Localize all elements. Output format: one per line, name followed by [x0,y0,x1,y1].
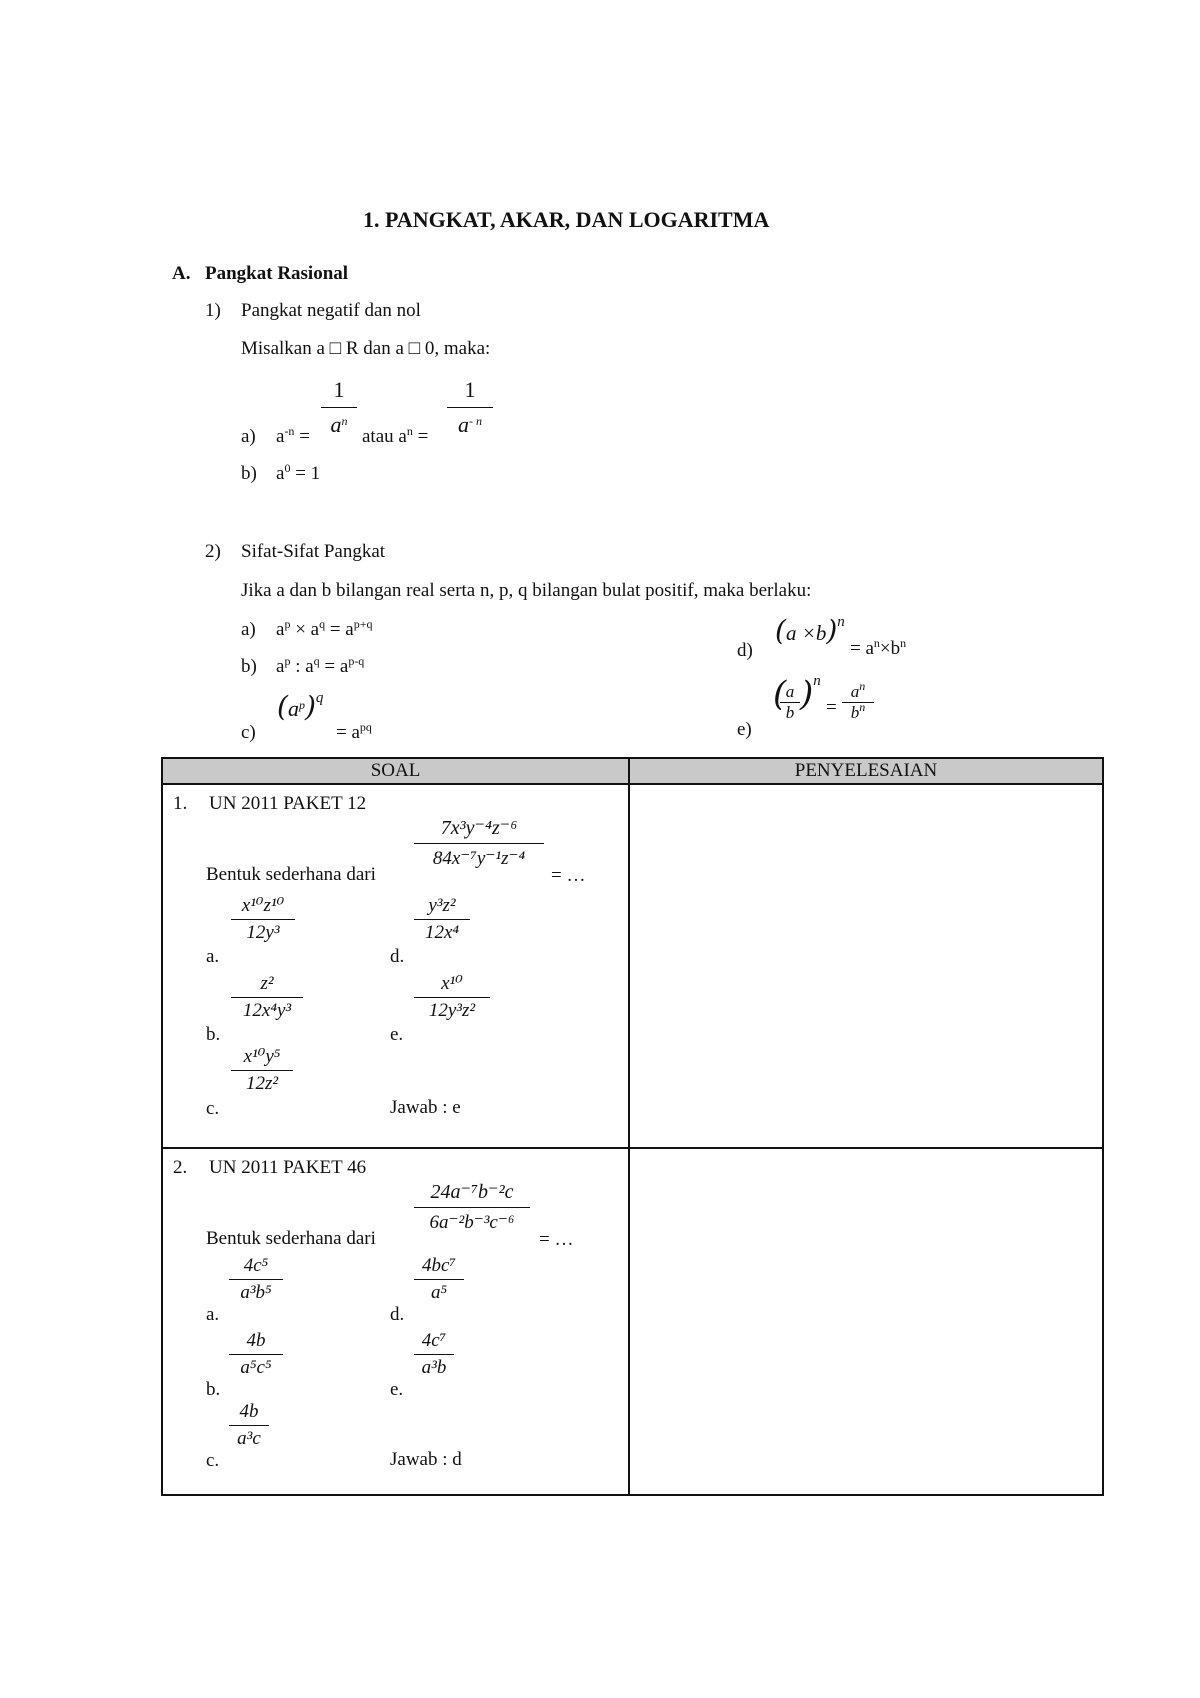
question-prompt: Bentuk sederhana dari [206,864,376,885]
option-a[interactable]: $\frac{\text{4c⁵}}{\text{a³b⁵}}$ [229,1253,283,1306]
fraction: $\frac{a}{b}$ [780,682,800,723]
equals-sign: = [826,697,837,718]
option-label: a. [206,1304,220,1325]
rule-lhs: $a^{-n}$ = [276,424,310,447]
question-prompt: Bentuk sederhana dari [206,1228,376,1249]
table-row [162,784,1103,1148]
rule-label: b) [241,656,257,677]
rule-expression: $a^p$ : $a^q = a^{p-q}$ [276,654,365,677]
item-number: 1) [205,300,221,321]
rule-label: e) [737,719,752,740]
problems-table [161,757,1104,1496]
premise-text: Misalkan a □ R dan a □ 0, maka: [241,338,491,359]
question-number: 2. [173,1157,188,1178]
option-label: e. [390,1024,404,1045]
section-label: A. [172,263,191,284]
option-label: e. [390,1379,404,1400]
column-header-soal: SOAL [162,758,629,784]
item-title: Pangkat negatif dan nol [241,300,421,321]
question-number: 1. [173,793,188,814]
rule-expression: $(a^p)^q$ [277,690,324,723]
rule-expression: )$^n$ [800,673,821,714]
option-e[interactable]: $\frac{\text{4c⁷}}{\text{a³b}}$ [414,1328,454,1381]
rule-expression: $a^p \times a^q = a^{p+q}$ [276,617,373,640]
option-a[interactable]: $\frac{\text{x¹⁰z¹⁰}}{\text{12y³}}$ [231,893,295,946]
option-e[interactable]: $\frac{\text{x¹⁰}}{\text{12y³z²}}$ [414,971,490,1024]
fraction: $\frac{1}{a^{- n}}$ [447,373,493,442]
expression-fraction: $\frac{\text{7x³y⁻⁴z⁻⁶}}{\text{84x⁻⁷y⁻¹z⁻⁴}}$ [414,813,544,874]
rule-expression: $a^0 = 1$ [276,461,321,484]
fraction: $\frac{a^n}{b^n}$ [842,682,874,723]
premise-text: Jika a dan b bilangan real serta n, p, q bilangan bulat positif, maka berlaku: [241,580,812,601]
option-b[interactable]: $\frac{4b}{\text{a⁵c⁵}}$ [229,1328,283,1381]
rule-expression: ( [773,674,787,714]
rule-rhs: = $a^{pq}$ [336,720,372,743]
option-d[interactable]: $\frac{\text{y³z²}}{\text{12x⁴}}$ [414,893,470,946]
rule-label: a) [241,426,256,447]
option-d[interactable]: $\frac{\text{4bc⁷}}{\text{a⁵}}$ [414,1253,464,1306]
rule-label: d) [737,640,753,661]
option-label: b. [206,1379,221,1400]
option-label: c. [206,1098,220,1119]
item-title: Sifat-Sifat Pangkat [241,541,386,562]
page-title: 1. PANGKAT, AKAR, DAN LOGARITMA [363,207,770,232]
option-label: b. [206,1024,221,1045]
option-c[interactable]: $\frac{\text{x¹⁰y⁵}}{\text{12z²}}$ [231,1044,293,1097]
solution-cell[interactable] [629,784,1103,1148]
question-tail: = … [539,1229,574,1250]
answer-text: Jawab : d [390,1449,462,1470]
connector-text: atau $a^n$ = [362,424,429,447]
rule-rhs: = $a^n\times b^n$ [850,636,907,659]
rule-label: b) [241,463,257,484]
option-label: d. [390,1304,405,1325]
question-cell [162,1148,629,1495]
question-source: UN 2011 PAKET 46 [209,1157,367,1178]
item-number: 2) [205,541,221,562]
fraction: $\frac{1}{a^n}$ [321,373,357,442]
option-label: a. [206,946,220,967]
expression-fraction: $\frac{\text{24a⁻⁷b⁻²c}}{\text{6a⁻²b⁻³c⁻⁶}}$ [414,1177,530,1238]
section-title: Pangkat Rasional [205,263,349,284]
answer-text: Jawab : e [390,1097,461,1118]
column-header-penyelesaian: PENYELESAIAN [629,758,1103,784]
rule-label: a) [241,619,256,640]
question-cell [162,784,629,1148]
option-c[interactable]: $\frac{4b}{\text{a³c}}$ [229,1399,269,1452]
solution-cell[interactable] [629,1148,1103,1495]
question-source: UN 2011 PAKET 12 [209,793,367,814]
option-label: c. [206,1450,220,1471]
option-label: d. [390,946,405,967]
rule-label: c) [241,722,256,743]
rule-expression: $(a \times b)^n$ [775,614,845,647]
question-tail: = … [551,865,586,886]
option-b[interactable]: $\frac{\text{z²}}{\text{12x⁴y³}}$ [231,971,303,1024]
table-row [162,1148,1103,1495]
